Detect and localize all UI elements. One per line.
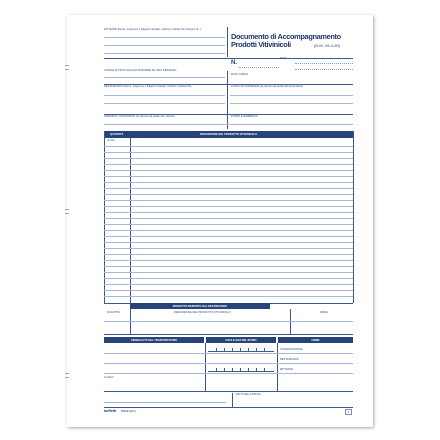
product-row-line xyxy=(104,206,353,207)
product-row-line xyxy=(104,194,353,195)
field-label-destinatario: DESTINATARIO (Nome, Cognome o Ragione Sociale, Indirizzo, Partita IVA) xyxy=(104,85,192,88)
field-line xyxy=(104,124,353,125)
col-descrizione: DESCRIZIONE DEL PRODOTTO VITIVINICOLO xyxy=(200,133,257,136)
document-sheet xyxy=(67,15,373,427)
product-row-line xyxy=(104,146,353,147)
header-divider xyxy=(227,114,228,129)
field-line xyxy=(104,53,225,54)
transport-bar-firme: FIRME xyxy=(278,337,353,343)
date-time-boxes[interactable] xyxy=(208,368,274,372)
product-row-line xyxy=(104,242,353,243)
number-field[interactable] xyxy=(239,67,279,68)
product-row-line xyxy=(104,158,353,159)
product-row-line xyxy=(104,170,353,171)
field-line xyxy=(104,373,353,374)
field-line xyxy=(104,363,353,364)
field-line xyxy=(230,103,353,104)
product-row-line xyxy=(104,188,353,189)
header-divider xyxy=(227,71,228,84)
product-row-line xyxy=(104,212,353,213)
col-quantita: QUANTITÀ xyxy=(110,133,124,136)
rejected-section-bar: PRODOTTO RESPINTO DAL DESTINATARIO xyxy=(130,303,270,309)
document-title-line1: Documento di Accompagnamento xyxy=(231,32,341,41)
field-line xyxy=(104,353,353,354)
firma-trasportatore: TRASPORTATORE xyxy=(280,348,303,351)
field-label-porto: PORTO DI EIMBARCO xyxy=(231,115,258,118)
section-rule xyxy=(104,391,353,392)
product-row-line xyxy=(104,278,353,279)
field-line xyxy=(230,95,353,96)
firma-destinatario: DESTINATARIO xyxy=(280,358,299,361)
product-row-line xyxy=(104,224,353,225)
product-row-line xyxy=(104,182,353,183)
document-title-ref: (D.M. 19-4-90) xyxy=(314,43,341,48)
section-rule xyxy=(104,334,353,335)
product-row-line xyxy=(104,200,353,201)
field-label-data: DATA xyxy=(280,57,287,60)
footer-code: 8802E1000 L xyxy=(121,410,137,413)
field-label-mittente: MITTENTE (Nome, Cognome o Ragione Sociale, Indirizzo, Partita IVA, Numero di...) xyxy=(104,28,202,31)
section-rule xyxy=(104,58,353,59)
brand-logo: buffetti xyxy=(104,409,117,413)
product-row-line xyxy=(104,164,353,165)
field-label-luogo-ritiro: LUOGO xyxy=(104,376,114,379)
field-line xyxy=(104,321,353,322)
binding-mark xyxy=(65,209,69,210)
binding-mark xyxy=(65,65,69,66)
product-row-line xyxy=(104,236,353,237)
field-line xyxy=(104,77,225,78)
binding-mark xyxy=(65,373,69,374)
column-divider xyxy=(205,343,206,391)
field-label-mezzo: INDIRIZZO / TRASPORTO (se diverso da quello del mittente) xyxy=(104,115,175,118)
product-table-header xyxy=(104,131,353,138)
product-row-line xyxy=(104,284,353,285)
table-border xyxy=(353,131,354,303)
product-row-line xyxy=(104,272,353,273)
transport-bar-data-ora: DATA E ORA DEL RITIRO xyxy=(206,337,276,343)
document-number-label: N. xyxy=(231,60,237,66)
field-label-codice: CODICE DI TIPOLOGIA (DA SCRIVERE SE VINO INDIGENA) xyxy=(104,69,177,72)
field-line xyxy=(104,37,225,38)
product-row-line xyxy=(104,230,353,231)
document-title-line2: Prodotti Vitivinicoli xyxy=(231,40,291,49)
product-row-line xyxy=(104,296,353,297)
binding-mark xyxy=(65,377,69,378)
date-boxes[interactable] xyxy=(295,63,353,64)
product-row-line xyxy=(104,176,353,177)
product-row-line xyxy=(104,152,353,153)
column-divider xyxy=(232,393,233,407)
product-row-line xyxy=(104,254,353,255)
date-boxes[interactable] xyxy=(295,69,353,70)
column-divider xyxy=(277,343,278,391)
section-rule xyxy=(104,407,353,408)
date-time-boxes[interactable] xyxy=(208,348,274,352)
field-label-data-carico: DATA CARICO xyxy=(231,73,249,76)
field-line xyxy=(104,402,226,403)
field-line xyxy=(104,45,225,46)
rejected-col-firma: FIRMA xyxy=(320,311,329,314)
firma-mittente: MITTENTE xyxy=(280,368,293,371)
transport-bar-generalita: GENERALITÀ DEL TRASPORTATORE xyxy=(104,337,204,343)
product-row-line xyxy=(104,266,353,267)
binding-mark xyxy=(65,69,69,70)
binding-mark xyxy=(65,213,69,214)
field-line xyxy=(104,95,225,96)
product-row-line xyxy=(104,248,353,249)
rejected-col-descrizione: DESCRIZIONE DEL PRODOTTO VITIVINICOLO xyxy=(174,311,231,314)
field-label-luogo: LUOGO DI CONSEGNA (se diverso da quello del destinatario) xyxy=(231,85,303,88)
field-line xyxy=(104,103,225,104)
product-row-line xyxy=(104,260,353,261)
product-row-line xyxy=(104,218,353,219)
rejected-col-quantita: QUANTITÀ xyxy=(107,311,121,314)
field-label-visto: VISTO DELL'UFFICIO xyxy=(235,393,261,396)
header-divider xyxy=(227,84,228,114)
header-divider xyxy=(227,27,228,57)
page-number: 1 xyxy=(345,409,352,415)
product-row-line xyxy=(104,290,353,291)
col-quantita-sub: (in litri) xyxy=(107,139,115,142)
